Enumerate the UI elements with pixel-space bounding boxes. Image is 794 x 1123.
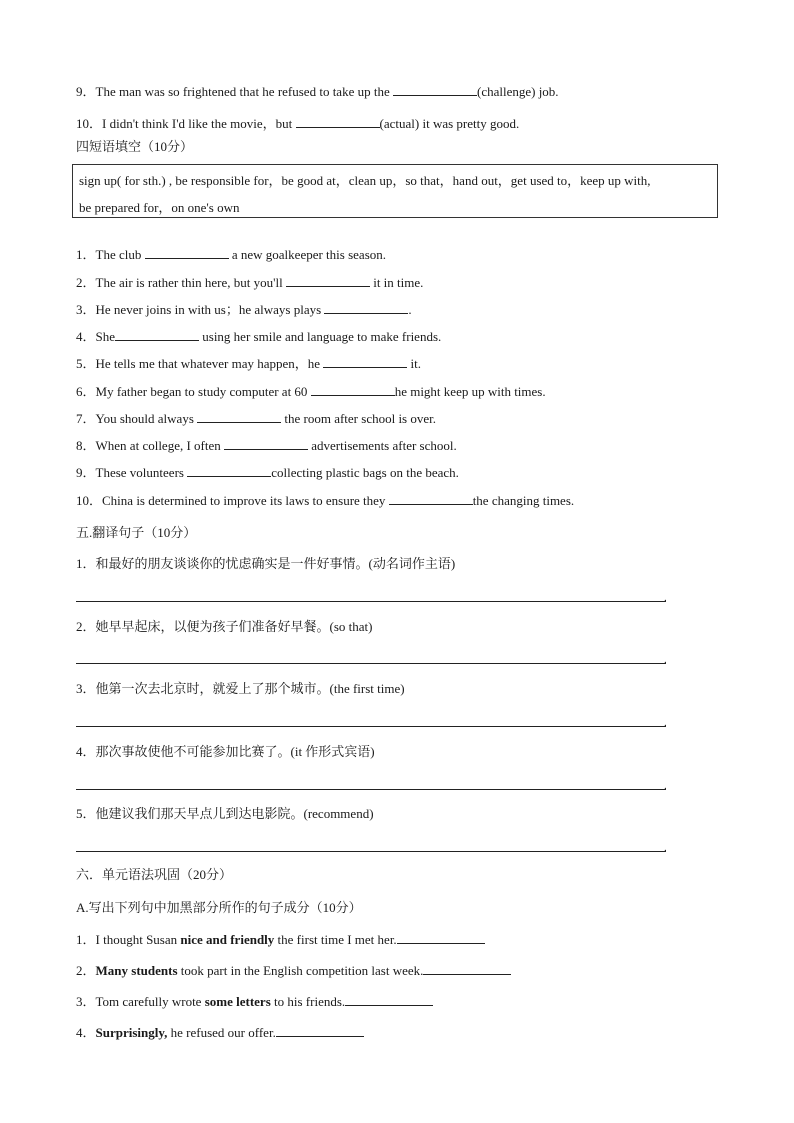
item-text-before: He never joins in with us；he always plays bbox=[95, 302, 325, 317]
fill-blank-item bbox=[76, 82, 559, 101]
item-number: 6． bbox=[76, 384, 96, 399]
item-text-after: (actual) it was pretty good. bbox=[379, 116, 520, 131]
item-number: 2． bbox=[76, 963, 96, 978]
item-text-after: (challenge) job. bbox=[476, 84, 559, 99]
item-text-after: the room after school is over. bbox=[281, 411, 437, 426]
item-text-before: My father began to study computer at 60 bbox=[95, 384, 311, 399]
item-number: 4． bbox=[76, 1025, 96, 1040]
answer-blank[interactable] bbox=[296, 114, 380, 128]
item-text-before: He tells me that whatever may happen，he bbox=[95, 356, 324, 371]
end-mark: . bbox=[664, 780, 667, 792]
word-bank-line: sign up( for sth.) , be responsible for，be good at，clean up，so that，hand out，get used to，keep up with, bbox=[79, 173, 651, 188]
answer-blank[interactable] bbox=[197, 409, 281, 423]
item-text-after: using her smile and language to make friends. bbox=[199, 329, 442, 344]
item-text-before: The air is rather thin here, but you'll bbox=[95, 275, 286, 290]
answer-blank[interactable] bbox=[389, 491, 473, 505]
end-mark: . bbox=[664, 592, 667, 604]
item-number: 9． bbox=[76, 84, 96, 99]
section-title: 六．单元语法巩固（20分） bbox=[76, 867, 233, 882]
item-number: 7． bbox=[76, 411, 96, 426]
item-text-before: I didn't think I'd like the movie，but bbox=[102, 116, 296, 131]
answer-blank[interactable] bbox=[115, 327, 199, 341]
translation-prompt: 1．和最好的朋友谈谈你的忧虑确实是一件好事情。(动名词作主语) bbox=[76, 556, 456, 571]
answer-blank[interactable] bbox=[323, 354, 407, 368]
fill-blank-item bbox=[76, 273, 423, 292]
answer-line[interactable] bbox=[76, 601, 666, 602]
bold-phrase: nice and friendly bbox=[180, 932, 275, 947]
item-text-before: She bbox=[95, 329, 116, 344]
fill-blank-item bbox=[76, 114, 519, 133]
item-number: 1． bbox=[76, 247, 96, 262]
translation-prompt: 3．他第一次去北京时，就爱上了那个城市。(the first time) bbox=[76, 681, 405, 696]
answer-blank[interactable] bbox=[397, 930, 485, 944]
item-text-after: it. bbox=[407, 356, 422, 371]
answer-blank[interactable] bbox=[311, 382, 395, 396]
answer-blank[interactable] bbox=[423, 961, 511, 975]
answer-blank[interactable] bbox=[145, 245, 229, 259]
fill-blank-item bbox=[76, 327, 441, 346]
item-number: 3． bbox=[76, 994, 96, 1009]
item-text-before: The club bbox=[95, 247, 145, 262]
item-number: 4． bbox=[76, 329, 96, 344]
item-text-after: a new goalkeeper this season. bbox=[231, 247, 386, 262]
fill-blank-item bbox=[76, 354, 421, 373]
answer-blank[interactable] bbox=[276, 1023, 364, 1037]
item-number: 9． bbox=[76, 465, 96, 480]
item-text-after: to his friends. bbox=[270, 994, 346, 1009]
bold-phrase: some letters bbox=[204, 994, 271, 1009]
item-number: 5． bbox=[76, 356, 96, 371]
item-text-before: These volunteers bbox=[95, 465, 188, 480]
translation-prompt: 4．那次事故使他不可能参加比赛了。(it 作形式宾语) bbox=[76, 744, 375, 759]
item-text-after: advertisements after school. bbox=[308, 438, 457, 453]
section-title: 五.翻译句子（10分） bbox=[76, 525, 197, 540]
fill-blank-item bbox=[76, 491, 574, 510]
item-text-after: collecting plastic bags on the beach. bbox=[271, 465, 459, 480]
item-text-after: he refused our offer. bbox=[167, 1025, 276, 1040]
grammar-item bbox=[76, 1023, 364, 1042]
item-text-after: the changing times. bbox=[472, 493, 575, 508]
item-text-before: When at college, I often bbox=[95, 438, 225, 453]
bold-phrase: Many students bbox=[95, 963, 178, 978]
word-bank-line: be prepared for，on one's own bbox=[79, 200, 240, 215]
answer-blank[interactable] bbox=[324, 300, 408, 314]
item-text-before: China is determined to improve its laws to ensure they bbox=[102, 493, 389, 508]
item-text-before: Tom carefully wrote bbox=[95, 994, 205, 1009]
item-text-after: the first time I met her. bbox=[274, 932, 397, 947]
translation-prompt: 5．他建议我们那天早点儿到达电影院。(recommend) bbox=[76, 806, 374, 821]
translation-prompt: 2．她早早起床，以便为孩子们准备好早餐。(so that) bbox=[76, 619, 373, 634]
item-number: 10． bbox=[76, 116, 103, 131]
answer-line[interactable] bbox=[76, 663, 666, 664]
fill-blank-item bbox=[76, 436, 457, 455]
fill-blank-item bbox=[76, 463, 459, 482]
answer-line[interactable] bbox=[76, 726, 666, 727]
answer-blank[interactable] bbox=[224, 436, 308, 450]
bold-phrase: Surprisingly, bbox=[95, 1025, 168, 1040]
answer-blank[interactable] bbox=[286, 273, 370, 287]
word-bank-box bbox=[72, 164, 718, 218]
section-subtitle: A.写出下列句中加黑部分所作的句子成分（10分） bbox=[76, 900, 362, 915]
answer-blank[interactable] bbox=[345, 992, 433, 1006]
grammar-item bbox=[76, 930, 485, 949]
item-number: 1． bbox=[76, 932, 96, 947]
section-title: 四短语填空（10分） bbox=[76, 139, 194, 154]
item-number: 8． bbox=[76, 438, 96, 453]
item-number: 10． bbox=[76, 493, 103, 508]
fill-blank-item bbox=[76, 382, 546, 401]
item-text-after: it in time. bbox=[369, 275, 424, 290]
fill-blank-item bbox=[76, 300, 412, 319]
item-text-after: he might keep up with times. bbox=[394, 384, 546, 399]
end-mark: . bbox=[664, 654, 667, 666]
fill-blank-item bbox=[76, 245, 386, 264]
item-text-before: I thought Susan bbox=[95, 932, 181, 947]
answer-line[interactable] bbox=[76, 789, 666, 790]
end-mark: . bbox=[664, 842, 667, 854]
item-number: 3． bbox=[76, 302, 96, 317]
item-number: 2． bbox=[76, 275, 96, 290]
answer-blank[interactable] bbox=[187, 463, 271, 477]
answer-blank[interactable] bbox=[393, 82, 477, 96]
item-text-after: . bbox=[408, 302, 412, 317]
fill-blank-item bbox=[76, 409, 436, 428]
item-text-before: The man was so frightened that he refused to take up the bbox=[95, 84, 393, 99]
item-text-after: took part in the English competition last week. bbox=[177, 963, 424, 978]
item-text-before: You should always bbox=[95, 411, 198, 426]
grammar-item bbox=[76, 961, 511, 980]
answer-line[interactable] bbox=[76, 851, 666, 852]
grammar-item bbox=[76, 992, 433, 1011]
end-mark: . bbox=[664, 717, 667, 729]
